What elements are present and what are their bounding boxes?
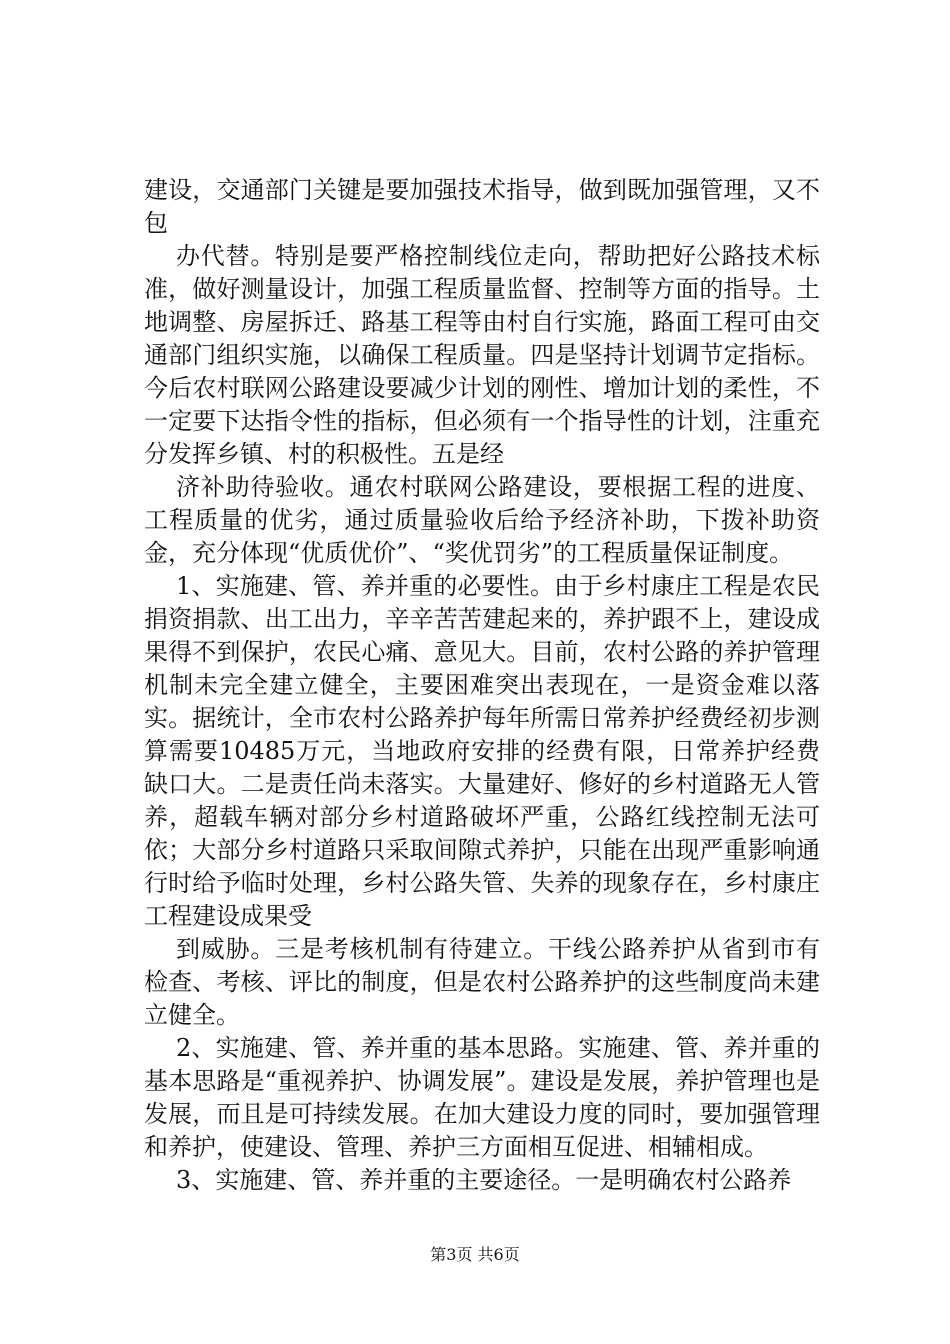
paragraph-5: 到威胁。三是考核机制有待建立。干线公路养护从省到市有检查、考核、评比的制度，但是农村公路养护的这些制度尚未建立健全。 — [144, 935, 820, 1029]
paragraph-1: 建设，交通部门关键是要加强技术指导，做到既加强管理，又不包 — [144, 176, 820, 237]
paragraph-3: 济补助待验收。通农村联网公路建设，要根据工程的进度、工程质量的优劣，通过质量验收后给予经济补助，下拨补助资金，充分体现“优质优价”、“奖优罚劣”的工程质量保证制度。 — [144, 473, 820, 567]
paragraph-2: 办代替。特别是要严格控制线位走向，帮助把好公路技术标准，做好测量设计，加强工程质量监督、控制等方面的指导。土地调整、房屋拆迁、路基工程等由村自行实施，路面工程可由交通部门组织实施，以确保工程质量。四是坚持计划调节定指标。今后农村联网公路建设要减少计划的刚性、增加计划的柔性，不一定要下达指令性的指标，但必须有一个指导性的计划，注重充分发挥乡镇、村的积极性。五是经 — [144, 242, 820, 468]
page-footer: 第3页 共6页 — [430, 1245, 520, 1264]
paragraph-7: 3、实施建、管、养并重的主要途径。一是明确农村公路养 — [176, 1166, 792, 1194]
paragraph-6: 2、实施建、管、养并重的基本思路。实施建、管、养并重的基本思路是“重视养护、协调发展”。建设是发展，养护管理也是发展，而且是可持续发展。在加大建设力度的同时，要加强管理和养护，使建设、管理、养护三方面相互促进、相辅相成。 — [144, 1034, 820, 1161]
paragraph-4: 1、实施建、管、养并重的必要性。由于乡村康庄工程是农民捐资捐款、出工出力，辛辛苦苦建起来的，养护跟不上，建设成果得不到保护，农民心痛、意见大。目前，农村公路的养护管理机制未完全建立健全，主要困难突出表现在，一是资金难以落实。据统计，全市农村公路养护每年所需日常养护经费经初步测算需要10485万元，当地政府安排的经费有限，日常养护经费缺口大。二是责任尚未落实。大量建好、修好的乡村道路无人管养，超载车辆对部分乡村道路破坏严重，公路红线控制无法可依；大部分乡村道路只采取间隙式养护，只能在出现严重影响通行时给予临时处理，乡村公路失管、失养的现象存在，乡村康庄工程建设成果受 — [144, 572, 820, 930]
document-body — [144, 174, 820, 1197]
